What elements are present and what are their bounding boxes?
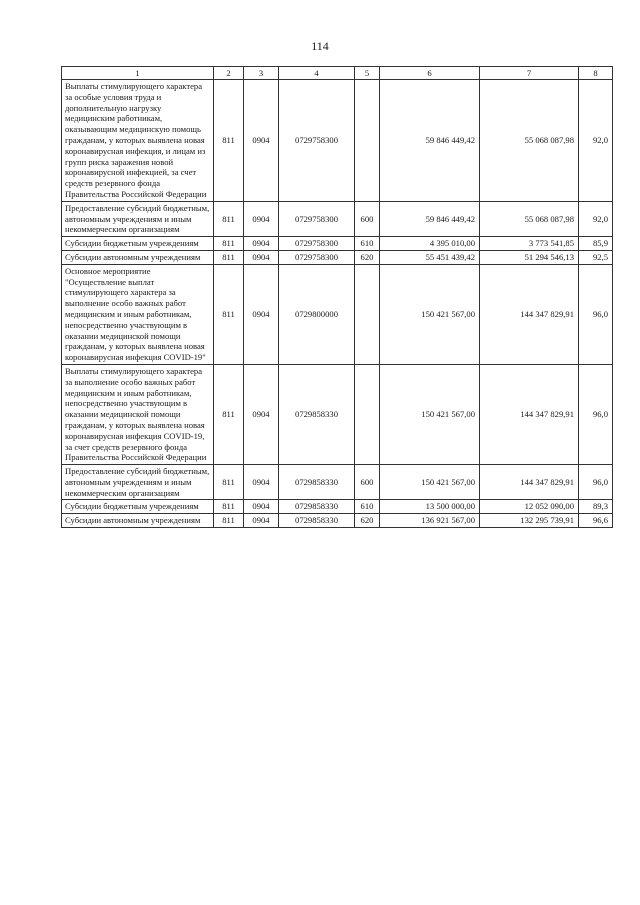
actual-amount-cell: 144 347 829,91	[480, 264, 579, 364]
row-name-cell: Выплаты стимулирующего характера за выполнение особо важных работ медицинским и иным работникам, непосредственно участвующим в оказании медицинской помощи гражданам, у которых выявлена новая коронавирусная инфекция COVID-19, за счет средств резервного фонда Правительства Российской Федерации	[62, 364, 214, 464]
budget-table	[61, 66, 613, 528]
row-name-cell: Основное мероприятие "Осуществление выплат стимулирующего характера за выполнение особо важных работ медицинским и иным работникам, непосредственно участвующим в оказании медицинской помощи гражданам, у которых выявлена новая коронавирусная инфекция COVID-19"	[62, 264, 214, 364]
header-cell: 4	[279, 67, 355, 80]
target-code-cell: 0729858330	[279, 465, 355, 500]
row-name-cell: Субсидии автономным учреждениям	[62, 514, 214, 528]
section-code-cell: 0904	[244, 264, 279, 364]
table-row	[62, 250, 613, 264]
percent-cell: 92,0	[579, 80, 613, 202]
admin-code-cell: 811	[214, 237, 244, 251]
target-code-cell: 0729858330	[279, 514, 355, 528]
percent-cell: 92,5	[579, 250, 613, 264]
section-code-cell: 0904	[244, 465, 279, 500]
table-row	[62, 500, 613, 514]
target-code-cell: 0729858330	[279, 364, 355, 464]
expense-type-cell	[355, 264, 380, 364]
section-code-cell: 0904	[244, 250, 279, 264]
target-code-cell: 0729758300	[279, 80, 355, 202]
table-row	[62, 264, 613, 364]
percent-cell: 96,6	[579, 514, 613, 528]
percent-cell: 96,0	[579, 264, 613, 364]
target-code-cell: 0729758300	[279, 237, 355, 251]
expense-type-cell: 610	[355, 237, 380, 251]
admin-code-cell: 811	[214, 264, 244, 364]
expense-type-cell: 600	[355, 201, 380, 236]
admin-code-cell: 811	[214, 364, 244, 464]
actual-amount-cell: 55 068 087,98	[480, 80, 579, 202]
actual-amount-cell: 132 295 739,91	[480, 514, 579, 528]
header-cell: 8	[579, 67, 613, 80]
row-name-cell: Субсидии бюджетным учреждениям	[62, 500, 214, 514]
admin-code-cell: 811	[214, 250, 244, 264]
plan-amount-cell: 55 451 439,42	[380, 250, 480, 264]
row-name-cell: Субсидии автономным учреждениям	[62, 250, 214, 264]
admin-code-cell: 811	[214, 80, 244, 202]
expense-type-cell	[355, 364, 380, 464]
table-row	[62, 201, 613, 236]
section-code-cell: 0904	[244, 514, 279, 528]
percent-cell: 96,0	[579, 364, 613, 464]
header-cell: 1	[62, 67, 214, 80]
row-name-cell: Предоставление субсидий бюджетным, автономным учреждениям и иным некоммерческим организациям	[62, 465, 214, 500]
target-code-cell: 0729758300	[279, 201, 355, 236]
header-cell: 5	[355, 67, 380, 80]
table-row	[62, 465, 613, 500]
percent-cell: 92,0	[579, 201, 613, 236]
percent-cell: 96,0	[579, 465, 613, 500]
expense-type-cell: 620	[355, 514, 380, 528]
actual-amount-cell: 12 052 090,00	[480, 500, 579, 514]
plan-amount-cell: 150 421 567,00	[380, 264, 480, 364]
header-cell: 3	[244, 67, 279, 80]
plan-amount-cell: 4 395 010,00	[380, 237, 480, 251]
table-row	[62, 237, 613, 251]
row-name-cell: Субсидии бюджетным учреждениям	[62, 237, 214, 251]
expense-type-cell: 610	[355, 500, 380, 514]
page-number: 114	[311, 39, 329, 53]
section-code-cell: 0904	[244, 500, 279, 514]
expense-type-cell: 620	[355, 250, 380, 264]
actual-amount-cell: 3 773 541,85	[480, 237, 579, 251]
table-row	[62, 514, 613, 528]
actual-amount-cell: 51 294 546,13	[480, 250, 579, 264]
header-cell: 2	[214, 67, 244, 80]
row-name-cell: Предоставление субсидий бюджетным, автономным учреждениям и иным некоммерческим организациям	[62, 201, 214, 236]
plan-amount-cell: 59 846 449,42	[380, 201, 480, 236]
target-code-cell: 0729758300	[279, 250, 355, 264]
plan-amount-cell: 150 421 567,00	[380, 364, 480, 464]
percent-cell: 89,3	[579, 500, 613, 514]
plan-amount-cell: 136 921 567,00	[380, 514, 480, 528]
actual-amount-cell: 55 068 087,98	[480, 201, 579, 236]
actual-amount-cell: 144 347 829,91	[480, 364, 579, 464]
section-code-cell: 0904	[244, 80, 279, 202]
expense-type-cell: 600	[355, 465, 380, 500]
admin-code-cell: 811	[214, 514, 244, 528]
table-row	[62, 364, 613, 464]
row-name-cell: Выплаты стимулирующего характера за особые условия труда и дополнительную нагрузку медицинским работникам, оказывающим медицинскую помощь гражданам, у которых выявлена новая коронавирусная инфекция, и лицам из групп риска заражения новой коронавирусной инфекцией, за счет средств резервного фонда Правительства Российской Федерации	[62, 80, 214, 202]
section-code-cell: 0904	[244, 201, 279, 236]
plan-amount-cell: 59 846 449,42	[380, 80, 480, 202]
target-code-cell: 0729800000	[279, 264, 355, 364]
admin-code-cell: 811	[214, 201, 244, 236]
percent-cell: 85,9	[579, 237, 613, 251]
table-row	[62, 80, 613, 202]
header-cell: 7	[480, 67, 579, 80]
plan-amount-cell: 13 500 000,00	[380, 500, 480, 514]
target-code-cell: 0729858330	[279, 500, 355, 514]
header-cell: 6	[380, 67, 480, 80]
expense-type-cell	[355, 80, 380, 202]
admin-code-cell: 811	[214, 500, 244, 514]
section-code-cell: 0904	[244, 364, 279, 464]
actual-amount-cell: 144 347 829,91	[480, 465, 579, 500]
admin-code-cell: 811	[214, 465, 244, 500]
table-header-row	[62, 67, 613, 80]
plan-amount-cell: 150 421 567,00	[380, 465, 480, 500]
section-code-cell: 0904	[244, 237, 279, 251]
